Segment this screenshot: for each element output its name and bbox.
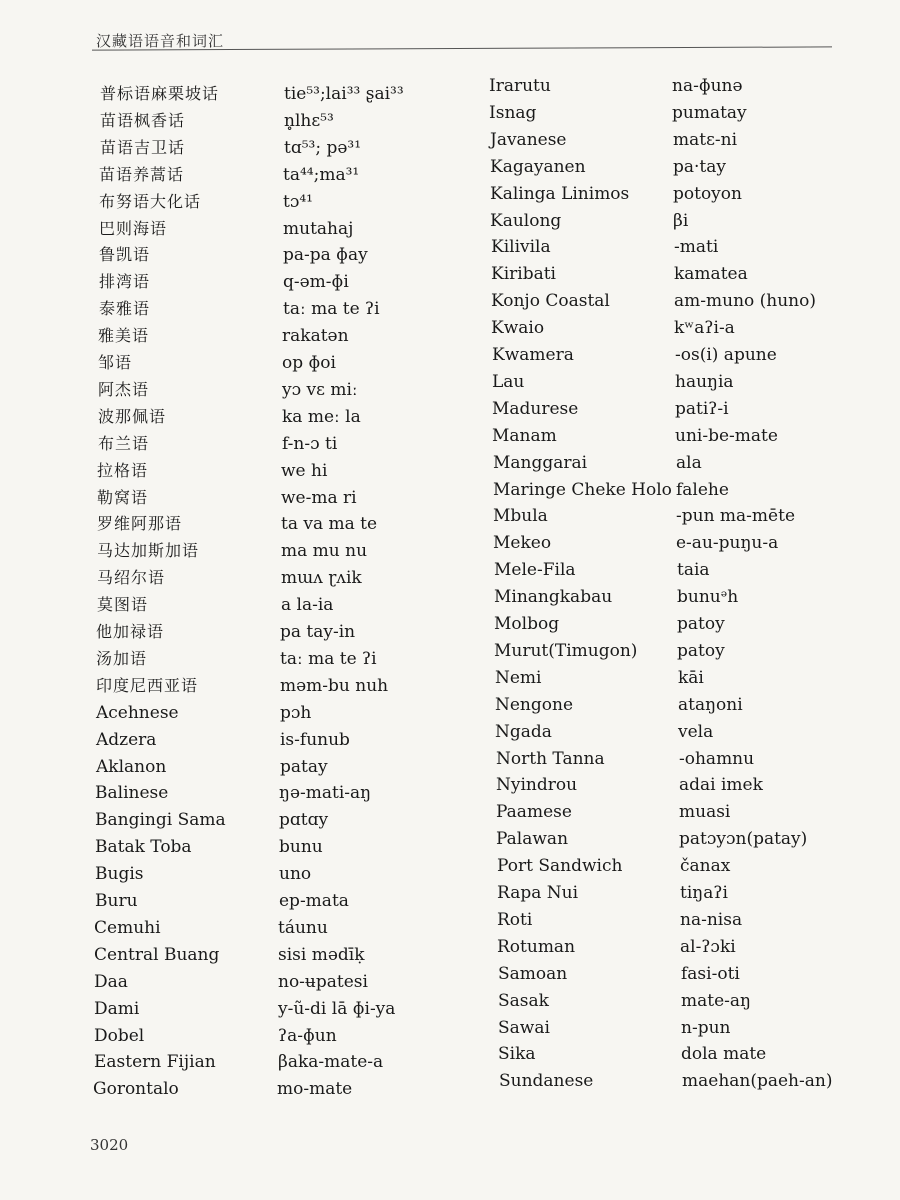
language-name: Dobel xyxy=(94,1025,145,1046)
language-name: Gorontalo xyxy=(93,1079,179,1100)
language-name: Kiribati xyxy=(491,264,556,285)
language-name: 鲁凯语 xyxy=(99,245,151,265)
word-form: patɔyɔn(patay) xyxy=(679,829,808,850)
word-form: mo-mate xyxy=(277,1079,353,1100)
word-form: pa·tay xyxy=(673,156,726,177)
language-name: 邹语 xyxy=(98,353,133,372)
language-name: 波那佩语 xyxy=(98,406,167,426)
word-form: uno xyxy=(279,864,312,885)
word-form: patay xyxy=(280,756,328,777)
language-name: Konjo Coastal xyxy=(491,291,610,312)
language-name: Mekeo xyxy=(493,533,552,554)
language-name: 布兰语 xyxy=(98,433,150,453)
language-name: Samoan xyxy=(498,963,568,984)
word-form: ep-mata xyxy=(279,891,349,911)
language-name: Mele-Fila xyxy=(494,560,576,581)
language-name: Ngada xyxy=(495,721,552,742)
language-name: Roti xyxy=(497,909,533,930)
language-name: Kilivila xyxy=(491,237,551,258)
language-name: Dami xyxy=(94,998,140,1019)
language-name: Buru xyxy=(95,891,138,911)
language-name: Kwaio xyxy=(491,318,545,339)
word-form: uni-be-mate xyxy=(675,425,778,446)
word-form: patoy xyxy=(677,614,725,634)
word-form: tie⁵³;lai³³ ʂai³³ xyxy=(284,84,404,104)
language-name: Isnag xyxy=(489,102,537,123)
language-name: Sundanese xyxy=(499,1071,594,1092)
language-name: 布努语大化话 xyxy=(99,191,202,211)
language-name: Kalinga Linimos xyxy=(490,183,630,204)
word-form: ta va ma te xyxy=(281,514,378,535)
word-form: vela xyxy=(678,721,714,742)
word-form: kamatea xyxy=(674,264,748,285)
language-name: 普标语麻栗坡话 xyxy=(100,84,220,103)
language-name: Manggarai xyxy=(493,452,588,473)
word-form: n-pun xyxy=(681,1017,731,1038)
language-name: Aklanon xyxy=(96,756,167,777)
language-name: 泰雅语 xyxy=(99,299,151,319)
word-form: adai imek xyxy=(679,775,763,796)
word-form: -os(i) apune xyxy=(675,345,777,365)
word-form: pa-pa ɸay xyxy=(283,245,368,266)
word-form: kāi xyxy=(678,667,704,688)
word-form: βi xyxy=(673,210,689,231)
language-name: 苗语吉卫话 xyxy=(100,137,186,157)
language-name: Lau xyxy=(492,371,525,392)
word-form: -ohamnu xyxy=(679,748,755,769)
word-form: bunuᵊh xyxy=(677,587,739,608)
word-form: falehe xyxy=(676,479,729,500)
word-form: táunu xyxy=(278,917,328,938)
word-form: potoyon xyxy=(673,183,742,204)
language-name: Cemuhi xyxy=(94,917,161,938)
word-form: məm-bu nuh xyxy=(280,675,389,696)
word-form: y-ũ-di lā ɸi-ya xyxy=(278,998,396,1019)
language-name: Adzera xyxy=(96,729,157,750)
word-form: pɑtɑy xyxy=(279,810,329,831)
language-name: Balinese xyxy=(95,783,169,804)
language-name: North Tanna xyxy=(496,748,605,769)
language-name: Javanese xyxy=(490,129,567,150)
word-form: is-funub xyxy=(280,729,350,750)
word-form: hauŋia xyxy=(675,371,734,392)
language-name: 阿杰语 xyxy=(98,379,150,399)
language-name: Manam xyxy=(492,425,557,446)
word-form: na-nisa xyxy=(680,909,743,930)
word-form: sisi mədīḳ xyxy=(278,944,365,965)
word-form: op ɸoi xyxy=(282,353,336,373)
running-head: 汉藏语语音和词汇 xyxy=(96,32,225,50)
language-name: Kwamera xyxy=(492,345,574,365)
language-name: Madurese xyxy=(492,398,579,419)
language-name: Batak Toba xyxy=(95,837,192,858)
word-form: mɯʌ ɽʌik xyxy=(281,568,362,589)
word-form: muasi xyxy=(679,802,731,823)
language-name: Maringe Cheke Holo xyxy=(493,479,672,500)
word-form: q-əm-ɸi xyxy=(283,272,349,293)
word-form: taː ma te ʔi xyxy=(280,648,377,669)
language-name: Port Sandwich xyxy=(497,856,623,877)
word-form: kʷaʔi-a xyxy=(674,318,735,339)
word-form: βaka-mate-a xyxy=(278,1052,384,1073)
language-name: Bangingi Sama xyxy=(95,810,226,831)
word-form: pumatay xyxy=(672,102,747,123)
word-form: -mati xyxy=(674,237,719,258)
language-name: Kaulong xyxy=(490,210,562,231)
language-name: Paamese xyxy=(496,802,572,823)
word-form: na-ɸunə xyxy=(672,76,743,96)
language-name: Molbog xyxy=(494,614,560,634)
language-name: Central Buang xyxy=(94,944,220,965)
word-form: matɛ-ni xyxy=(673,129,738,150)
language-name: Palawan xyxy=(496,829,569,850)
word-form: dola mate xyxy=(681,1044,767,1065)
language-name: 印度尼西亚语 xyxy=(96,675,199,695)
word-form: tɔ⁴¹ xyxy=(283,191,313,212)
word-form: we hi xyxy=(281,460,328,481)
word-form: čanax xyxy=(680,856,731,877)
word-form: ta⁴⁴;ma³¹ xyxy=(283,164,360,185)
language-name: 苗语枫香话 xyxy=(100,110,186,130)
word-form: ʔa-ɸun xyxy=(278,1025,337,1046)
language-name: 雅美语 xyxy=(98,326,150,346)
word-form: pa tay-in xyxy=(280,622,356,642)
language-name: Nengone xyxy=(495,694,574,715)
word-form: mutahaj xyxy=(283,218,354,239)
language-name: 罗维阿那语 xyxy=(97,514,183,534)
word-form: maehan(paeh-an) xyxy=(682,1071,833,1092)
word-form: ataŋoni xyxy=(678,694,743,715)
page-number: 3020 xyxy=(90,1136,129,1154)
language-name: 巴则海语 xyxy=(99,218,168,238)
language-name: Sika xyxy=(498,1044,536,1065)
language-name: Irarutu xyxy=(489,76,551,96)
language-name: 排湾语 xyxy=(99,272,151,292)
word-form: patoy xyxy=(677,640,725,661)
language-name: 莫图语 xyxy=(97,595,149,615)
language-name: Daa xyxy=(94,971,128,992)
word-form: ma mu nu xyxy=(281,541,368,562)
language-name: 马绍尔语 xyxy=(97,568,166,588)
word-form: tiŋaʔi xyxy=(680,883,728,903)
language-name: Sawai xyxy=(498,1017,550,1038)
word-form: taia xyxy=(677,560,710,581)
language-name: 马达加斯加语 xyxy=(97,541,200,561)
word-form: a la-ia xyxy=(281,595,334,616)
language-name: 勒窝语 xyxy=(97,487,149,507)
language-name: Mbula xyxy=(493,506,548,527)
word-form: -pun ma-mēte xyxy=(676,506,795,527)
word-form: rakatən xyxy=(282,326,349,347)
word-form: ala xyxy=(676,452,702,473)
language-name: Minangkabau xyxy=(494,587,613,608)
language-name: 他加禄语 xyxy=(96,622,165,641)
word-form: al-ʔɔki xyxy=(680,936,736,957)
language-name: Bugis xyxy=(95,864,144,885)
word-form: ŋə-mati-aŋ xyxy=(279,783,372,804)
word-form: bunu xyxy=(279,837,323,858)
word-form: fasi-oti xyxy=(681,963,740,984)
language-name: Acehnese xyxy=(96,702,179,723)
word-form: mate-aŋ xyxy=(681,990,751,1011)
word-form: tɑ⁵³; pə³¹ xyxy=(284,137,362,158)
language-name: Eastern Fijian xyxy=(94,1052,216,1073)
language-name: 拉格语 xyxy=(97,460,149,480)
word-form: patiʔ-i xyxy=(675,398,729,419)
language-name: Murut(Timugon) xyxy=(494,640,638,661)
language-name: Kagayanen xyxy=(490,156,586,177)
language-name: Rotuman xyxy=(497,936,576,957)
language-name: 苗语养蒿话 xyxy=(99,164,185,184)
word-form: no-ʉpatesi xyxy=(278,971,368,992)
word-form: am-muno (huno) xyxy=(674,291,817,312)
word-form: e-au-puŋu-a xyxy=(676,533,779,554)
word-form: n̥lhɛ⁵³ xyxy=(284,110,334,131)
word-form: we-ma ri xyxy=(281,487,357,508)
language-name: 汤加语 xyxy=(96,648,148,668)
language-name: Nemi xyxy=(495,667,542,688)
word-form: ka meː la xyxy=(282,406,361,427)
word-form: f-n-ɔ ti xyxy=(282,433,338,454)
language-name: Sasak xyxy=(498,990,549,1011)
language-name: Rapa Nui xyxy=(497,883,579,903)
word-form: yɔ vɛ miː xyxy=(282,379,358,400)
word-form: taː ma te ʔi xyxy=(283,299,380,320)
language-name: Nyindrou xyxy=(496,775,578,796)
word-form: pɔh xyxy=(280,702,312,723)
